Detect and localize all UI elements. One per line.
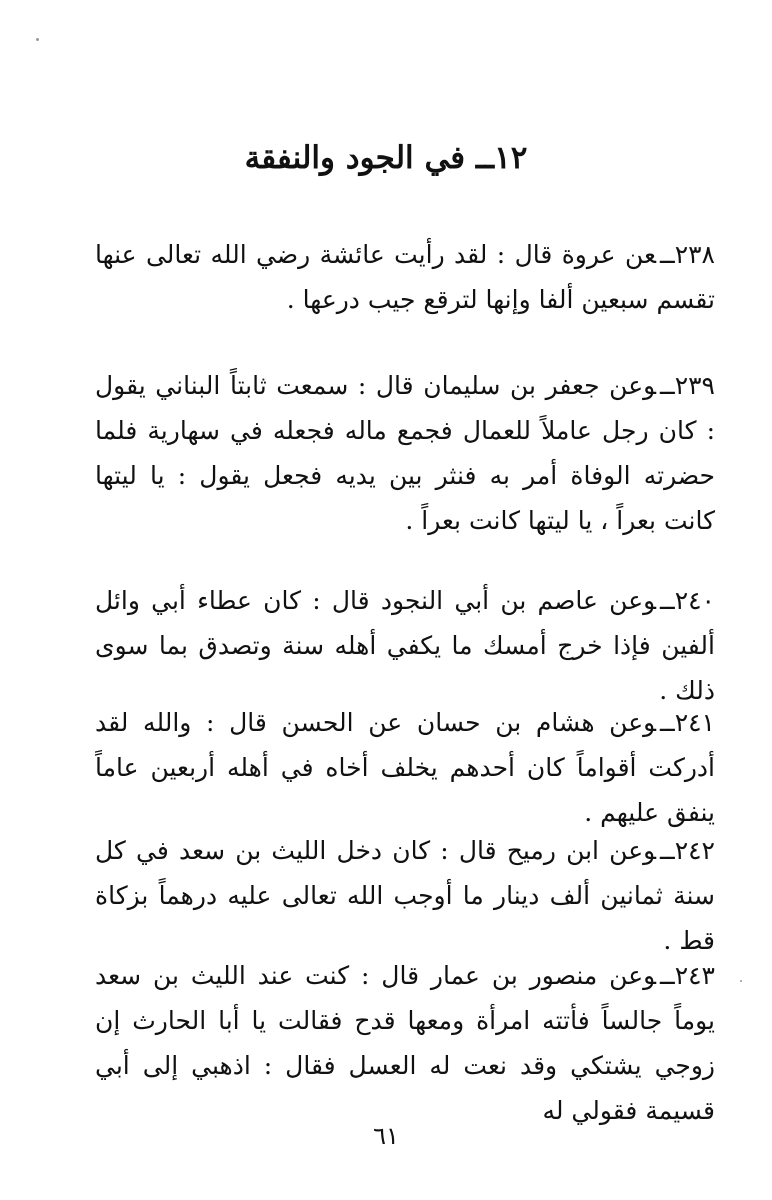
scan-speck	[36, 38, 39, 41]
entry-number: ٢٤٣ــ	[660, 961, 715, 990]
entry-243	[95, 953, 715, 1133]
entry-text: عن عروة قال : لقد رأيت عائشة رضي الله تعالى عنها تقسم سبعين ألفا وإنها لترقع جيب درعها .	[95, 240, 715, 314]
entry-number: ٢٤٢ــ	[660, 836, 715, 865]
page-number: ٦١	[373, 1122, 399, 1150]
entry-number: ٢٤١ــ	[660, 708, 715, 737]
entry-240	[95, 578, 715, 713]
entry-text: وعن منصور بن عمار قال : كنت عند الليث بن سعد يوماً جالساً فأتته امرأة ومعها قدح فقالت يا أبا الحارث إن زوجي يشتكي وقد نعت له العسل فقال : اذهبي إلى أبي قسيمة فقولي له	[95, 961, 715, 1125]
entry-241	[95, 700, 715, 835]
entry-239	[95, 363, 715, 543]
entry-text: وعن ابن رميح قال : كان دخل الليث بن سعد في كل سنة ثمانين ألف دينار ما أوجب الله تعالى عليه درهماً بزكاة قط .	[95, 836, 715, 955]
entry-number: ٢٣٨ــ	[660, 240, 715, 269]
entry-text: وعن جعفر بن سليمان قال : سمعت ثابتاً البناني يقول : كان رجل عاملاً للعمال فجمع ماله فجعله في سهارية فلما حضرته الوفاة أمر به فنثر بين يديه فجعل يقول : يا ليتها كانت بعراً ، يا ليتها كانت بعراً .	[95, 371, 715, 535]
scan-speck	[740, 980, 742, 982]
entry-number: ٢٣٩ــ	[660, 371, 715, 400]
entry-242	[95, 828, 715, 963]
entry-number: ٢٤٠ــ	[660, 586, 715, 615]
entry-text: وعن عاصم بن أبي النجود قال : كان عطاء أبي وائل ألفين فإذا خرج أمسك ما يكفي أهله سنة وتصدق بما سوى ذلك .	[95, 586, 715, 705]
chapter-heading: ١٢ــ في الجود والنفقة	[244, 140, 528, 176]
entry-238	[95, 232, 715, 322]
entry-text: وعن هشام بن حسان عن الحسن قال : والله لقد أدركت أقواماً كان أحدهم يخلف أخاه في أهله أربعين عاماً ينفق عليهم .	[95, 708, 715, 827]
